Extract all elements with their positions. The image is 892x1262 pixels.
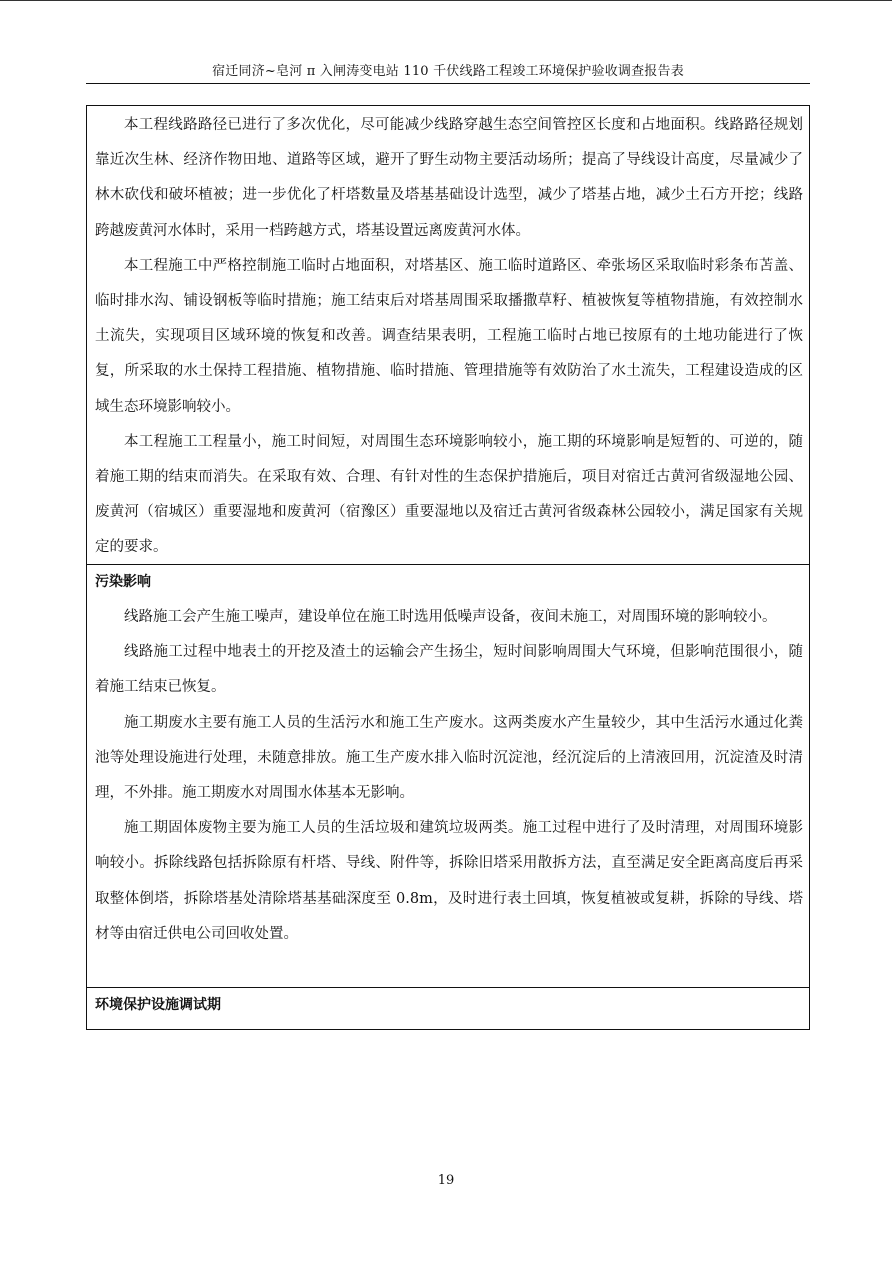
pollution-paragraph-wastewater: 施工期废水主要有施工人员的生活污水和施工生产废水。这两类废水产生量较少，其中生活污水通过化粪池等处理设施进行处理，未随意排放。施工生产废水排入临时沉淀池，经沉淀后的上清液回用，沉淀渣及时清理，不外排。施工期废水对周围水体基本无影响。 — [95, 714, 803, 802]
pollution-paragraph-noise: 线路施工会产生施工噪声，建设单位在施工时选用低噪声设备，夜间未施工，对周围环境的影响较小。 — [124, 609, 777, 625]
running-header: 宿迁同济~皂河 π 入闸涛变电站 110 千伏线路工程竣工环境保护验收调查报告表 — [212, 64, 684, 79]
commissioning-period-cell — [87, 987, 809, 1029]
header-rule — [86, 83, 810, 84]
ecology-paragraph-construction: 本工程施工中严格控制施工临时占地面积，对塔基区、施工临时道路区、牵张场区采取临时彩条布苫盖、临时排水沟、铺设钢板等临时措施；施工结束后对塔基周围采取播撒草籽、植被恢复等植物措施，有效控制水土流失，实现项目区域环境的恢复和改善。调查结果表明，工程施工临时占地已按原有的土地功能进行了恢复，所采取的水土保持工程措施、植物措施、临时措施、管理措施等有效防治了水土流失，工程建设造成的区域生态环境影响较小。 — [95, 257, 803, 415]
page-number: 19 — [437, 1173, 455, 1188]
ecology-paragraph-route: 本工程线路路径已进行了多次优化，尽可能减少线路穿越生态空间管控区长度和占地面积。线路路径规划靠近次生林、经济作物田地、道路等区域，避开了野生动物主要活动场所；提高了导线设计高度，尽量减少了林木砍伐和破坏植被；进一步优化了杆塔数量及塔基基础设计选型，减少了塔基占地，减少土石方开挖；线路跨越废黄河水体时，采用一档跨越方式，塔基设置远离废黄河水体。 — [95, 117, 803, 239]
pollution-paragraph-dust: 线路施工过程中地表土的开挖及渣土的运输会产生扬尘，短时间影响周围大气环境，但影响范围很小，随着施工结束已恢复。 — [95, 644, 803, 696]
commissioning-period-heading: 环境保护设施调试期 — [95, 997, 221, 1013]
pollution-impact-cell — [87, 564, 809, 987]
pollution-paragraph-solid-waste: 施工期固体废物主要为施工人员的生活垃圾和建筑垃圾两类。施工过程中进行了及时清理，对周围环境影响较小。拆除线路包括拆除原有杆塔、导线、附件等，拆除旧塔采用散拆方法，直至满足安全距离高度后再采取整体倒塔，拆除塔基处清除塔基基础深度至 0.8m，及时进行表土回填，恢复植被或复耕，拆除的导线、塔材等由宿迁供电公司回收处置。 — [95, 820, 803, 942]
page-top-border — [0, 0, 892, 1]
pollution-impact-heading: 污染影响 — [95, 574, 151, 590]
ecology-impact-cell — [87, 106, 809, 564]
report-table — [86, 105, 810, 1030]
ecology-paragraph-conclusion: 本工程施工工程量小，施工时间短，对周围生态环境影响较小，施工期的环境影响是短暂的、可逆的，随着施工期的结束而消失。在采取有效、合理、有针对性的生态保护措施后，项目对宿迁古黄河省级湿地公园、废黄河（宿城区）重要湿地和废黄河（宿豫区）重要湿地以及宿迁古黄河省级森林公园较小，满足国家有关规定的要求。 — [95, 433, 803, 556]
